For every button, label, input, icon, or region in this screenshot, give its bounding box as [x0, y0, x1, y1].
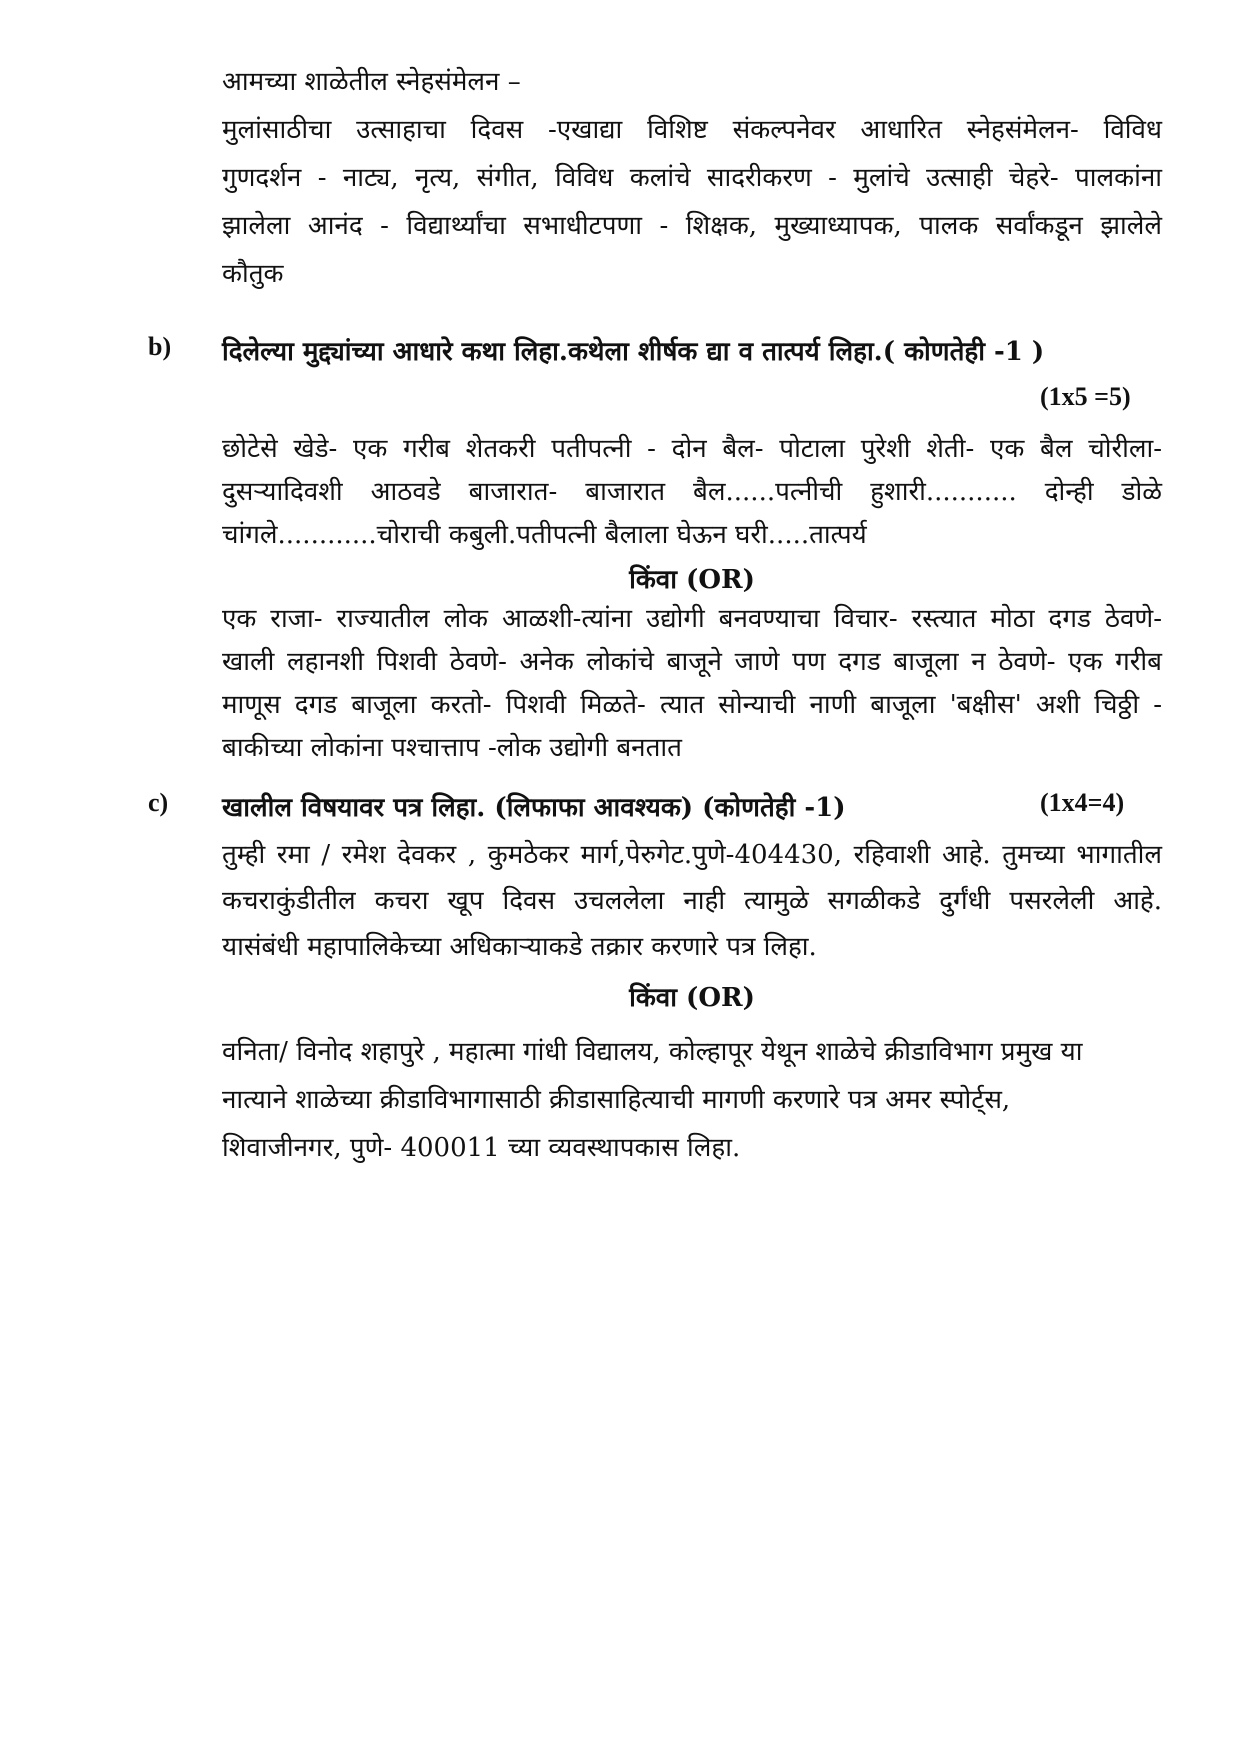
section-b-option-1 — [222, 428, 1162, 557]
section-c-or: किंवा (OR) — [629, 983, 755, 1013]
story-line: एक राजा- राज्यातील लोक आळशी-त्यांना उद्योगी बनवण्याचा विचार- रस्त्यात मोठा दगड ठेवणे- — [222, 604, 1162, 634]
letter-line: नात्याने शाळेच्या क्रीडाविभागासाठी क्रीडासाहित्याची मागणी करणारे पत्र अमर स्पोर्ट्स, — [222, 1085, 1011, 1115]
section-b-marks: (1x5 =5) — [1040, 382, 1131, 411]
section-c-option-1 — [222, 832, 1162, 970]
story-line: दुसऱ्यादिवशी आठवडे बाजारात- बाजारात बैल......पत्नीची हुशारी........... दोन्ही डोळे — [222, 477, 1162, 507]
intro-title: आमच्या शाळेतील स्नेहसंमेलन – — [222, 67, 521, 97]
letter-line: वनिता/ विनोद शहापुरे , महात्मा गांधी विद्यालय, कोल्हापूर येथून शाळेचे क्रीडाविभाग प्रमुख या — [222, 1037, 1083, 1067]
story-line: खाली लहानशी पिशवी ठेवणे- अनेक लोकांचे बाजूने जाणे पण दगड बाजूला न ठेवणे- एक गरीब — [222, 647, 1162, 677]
section-b-title: दिलेल्या मुद्द्यांच्या आधारे कथा लिहा.कथेला शीर्षक द्या व तात्पर्य लिहा.( कोणतेही -1 ) — [222, 337, 1045, 367]
section-c-title: खालील विषयावर पत्र लिहा. (लिफाफा आवश्यक) (कोणतेही -1) — [222, 793, 846, 823]
story-line: छोटेसे खेडे- एक गरीब शेतकरी पतीपत्नी - दोन बैल- पोटाला पुरेशी शेती- एक बैल चोरीला- — [222, 434, 1162, 464]
intro-line: कौतुक — [222, 259, 284, 289]
intro-topic — [222, 58, 1162, 298]
intro-line: मुलांसाठीचा उत्साहाचा दिवस -एखाद्या विशिष्ट संकल्पनेवर आधारित स्नेहसंमेलन- विविध — [222, 115, 1162, 145]
letter-line: शिवाजीनगर, पुणे- 400011 च्या व्यवस्थापकास लिहा. — [222, 1133, 741, 1163]
section-b-option-2 — [222, 598, 1162, 770]
story-line: चांगले............चोराची कबुली.पतीपत्नी बैलाला घेऊन घरी.....तात्पर्य — [222, 520, 867, 550]
section-b-label: b) — [148, 332, 172, 361]
section-c-label: c) — [148, 788, 169, 817]
section-c-marks: (1x4=4) — [1040, 788, 1125, 817]
section-b-or: किंवा (OR) — [629, 565, 755, 595]
section-c-option-2 — [222, 1028, 1162, 1172]
letter-line: कचराकुंडीतील कचरा खूप दिवस उचललेला नाही त्यामुळे सगळीकडे दुर्गंधी पसरलेली आहे. — [222, 886, 1162, 916]
story-line: माणूस दगड बाजूला करतो- पिशवी मिळते- त्यात सोन्याची नाणी बाजूला 'बक्षीस' अशी चिठ्ठी - — [222, 690, 1162, 720]
letter-line: तुम्ही रमा / रमेश देवकर , कुमठेकर मार्ग,पेरुगेट.पुणे-404430, रहिवाशी आहे. तुमच्या भागातील — [222, 840, 1162, 870]
letter-line: यासंबंधी महापालिकेच्या अधिकाऱ्याकडे तक्रार करणारे पत्र लिहा. — [222, 932, 817, 962]
intro-line: गुणदर्शन - नाट्य, नृत्य, संगीत, विविध कलांचे सादरीकरण - मुलांचे उत्साही चेहरे- पालकांना — [222, 163, 1162, 193]
story-line: बाकीच्या लोकांना पश्चात्ताप -लोक उद्योगी बनतात — [222, 733, 682, 763]
intro-line: झालेला आनंद - विद्यार्थ्यांचा सभाधीटपणा - शिक्षक, मुख्याध्यापक, पालक सर्वांकडून झालेले — [222, 211, 1162, 241]
